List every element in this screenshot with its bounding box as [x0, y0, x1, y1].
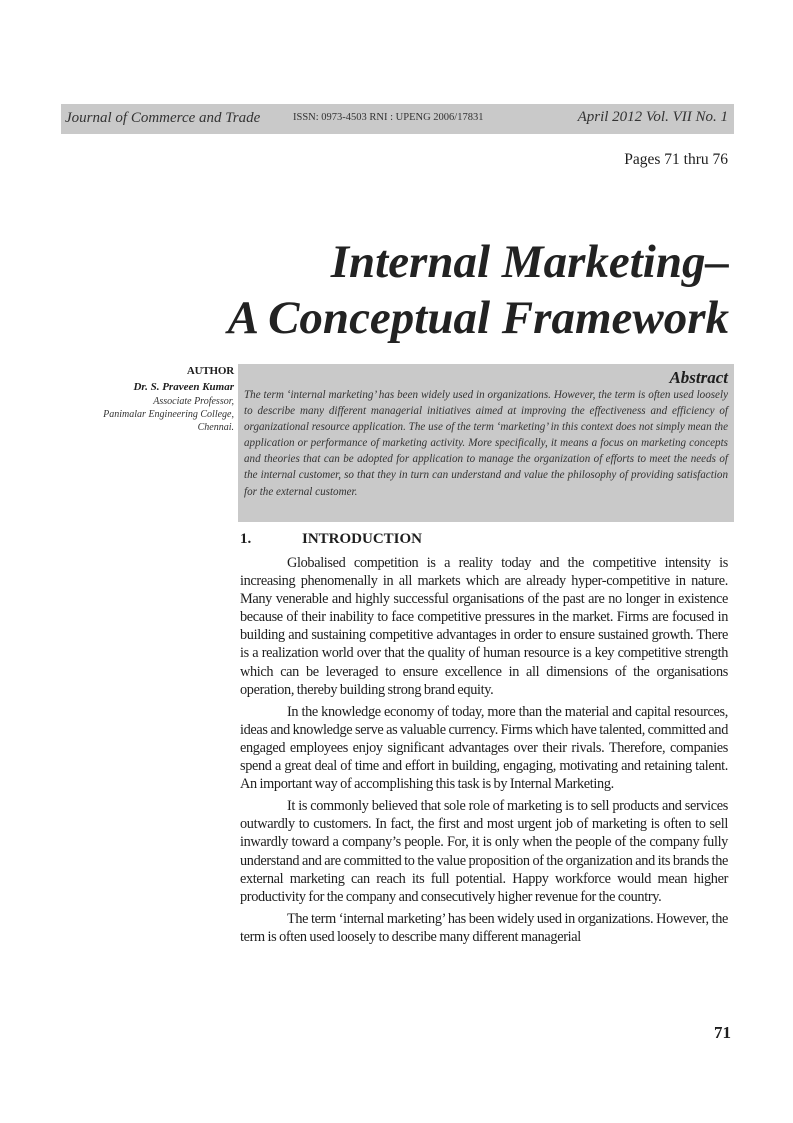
author-heading: AUTHOR: [186, 365, 234, 377]
author-city: Chennai.: [197, 422, 234, 433]
author-block: [34, 363, 234, 434]
author-name: Dr. S. Praveen Kumar: [133, 381, 234, 393]
issue-info: April 2012 Vol. VII No. 1: [577, 109, 728, 125]
issn-info: ISSN: 0973-4503 RNI : UPENG 2006/17831: [293, 112, 484, 123]
paragraph: The term ‘internal marketing’ has been widely used in organizations. However, the term is often used loosely to describe many different managerial: [240, 910, 728, 945]
section-title: INTRODUCTION: [302, 531, 423, 547]
author-institution: Panimalar Engineering College,: [103, 409, 234, 420]
paragraph: In the knowledge economy of today, more than the material and capital resources, ideas and knowledge serve as valuable currency. Firms which have talented, committed and engaged employees enjoy significant advantages over their rivals. Therefore, companies spend a great deal of time and effort in building, engaging, motivating and retaining talent. An important way of accomplishing this task is by Internal Marketing.: [240, 703, 728, 793]
title-line-2: A Conceptual Framework: [227, 292, 729, 344]
abstract-box: [238, 364, 734, 522]
page-number: 71: [714, 1023, 731, 1042]
journal-name: Journal of Commerce and Trade: [65, 110, 261, 126]
title-line-1: Internal Marketing–: [330, 236, 729, 288]
author-position: Associate Professor,: [153, 396, 234, 407]
article-title: [228, 234, 729, 346]
paragraph: It is commonly believed that sole role of marketing is to sell products and services outwardly to customers. In fact, the first and most urgent job of marketing is often to sell inwardly toward a company’s people. For, it is only when the people of the company fully understand and are committed to the value proposition of the organization and its brands the external marketing can reach its full potential. Happy workforce would mean higher productivity for the company and consecutively higher revenue for the country.: [240, 798, 728, 905]
paragraph: Globalised competition is a reality today and the competitive intensity is increasing phenomenally in all markets which are already hyper-competitive in nature. Many venerable and highly successful organisations of the past are no longer in existence because of their inability to face competitive pressures in the market. Firms are focused in building and sustaining competitive advantages in order to ensure sustained growth. There is a realization world over that the quality of human resource is a key competitive strength which can be leveraged to ensure excellence in all dimensions of the organisations operation, thereby building strong brand equity.: [240, 555, 728, 698]
running-header: [61, 104, 734, 134]
body-text: [240, 554, 728, 950]
abstract-text: The term ‘internal marketing’ has been widely used in organizations. However, the term is often used loosely to describe many different managerial initiatives aimed at improving the effectiveness and efficiency of organizational resource application. The use of the term ‘marketing’ in this context does not simply mean the application or performance of marketing activity. More specifically, it means a focus on marketing concepts and theories that can be adopted for application to manage the organization of efforts to meet the needs of the internal customer, so that they in turn can understand and value the philosophy of providing satisfaction for the external customer.: [244, 389, 728, 498]
page-range: Pages 71 thru 76: [624, 151, 728, 168]
abstract-heading: Abstract: [669, 368, 728, 387]
section-heading: [240, 531, 422, 548]
section-number: 1.: [240, 531, 252, 547]
